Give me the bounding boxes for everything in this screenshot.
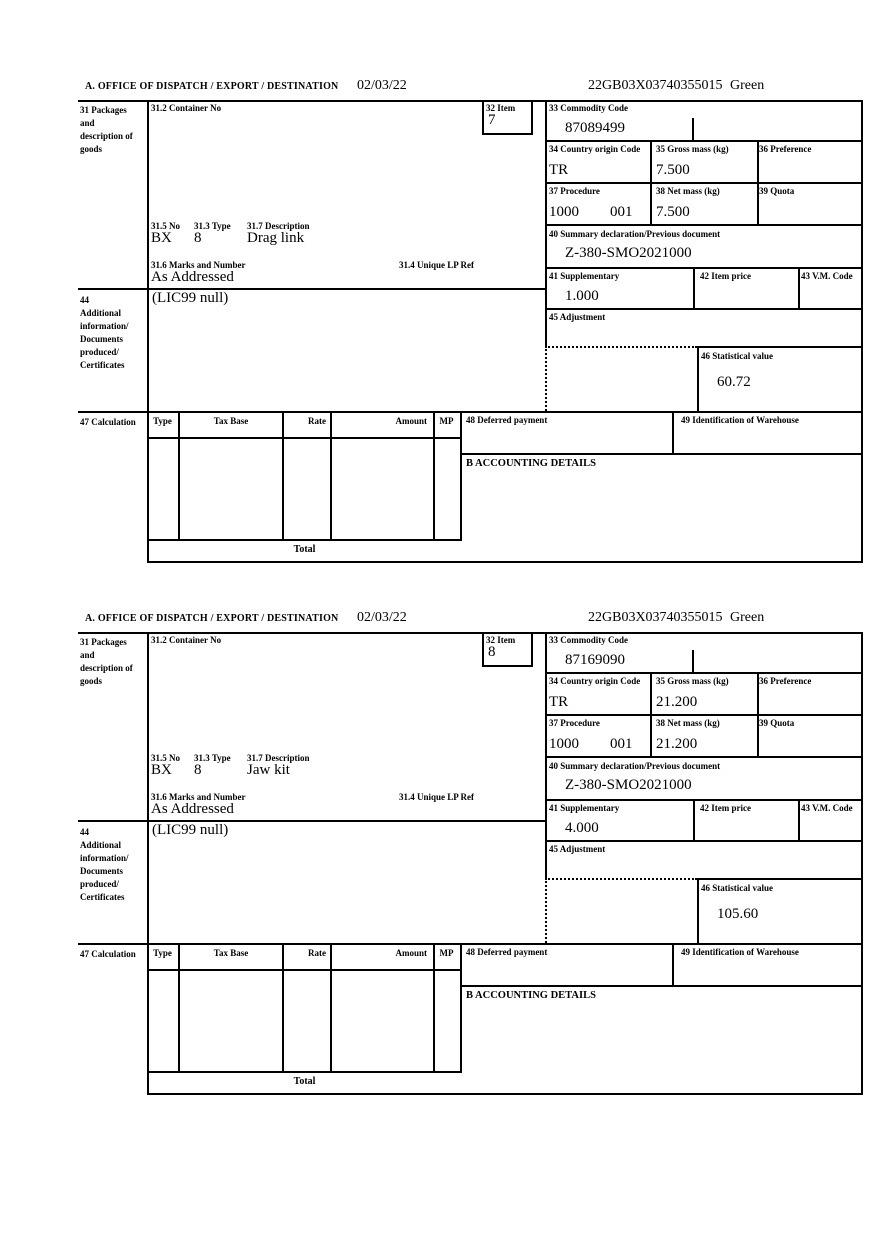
procedure-value-1: 1000 [549, 736, 579, 752]
box31-caption: 31 Packages and description of goods [80, 637, 133, 686]
vm-code-label: 43 V.M. Code [801, 803, 853, 813]
calc-header-rate: Rate [308, 416, 326, 426]
procedure-value-1: 1000 [549, 204, 579, 220]
divider [147, 437, 462, 439]
item-price-label: 42 Item price [700, 803, 751, 813]
previous-document-label: 40 Summary declaration/Previous document [549, 229, 721, 239]
calc-header-amount: Amount [395, 416, 427, 426]
divider [482, 665, 533, 667]
divider [482, 632, 484, 665]
divider [861, 100, 863, 561]
deferred-payment-label: 48 Deferred payment [466, 947, 548, 957]
divider [147, 1093, 863, 1095]
divider [697, 346, 863, 348]
item-number-value: 7 [488, 112, 496, 128]
unique-lp-ref-label: 31.4 Unique LP Ref [399, 792, 475, 802]
routing-status: Green [730, 78, 765, 93]
commodity-code-tick [692, 118, 694, 140]
quota-label: 39 Quota [759, 718, 795, 728]
supplementary-label: 41 Supplementary [549, 803, 620, 813]
packages-no-value: BX [151, 762, 172, 778]
unique-lp-ref-label: 31.4 Unique LP Ref [399, 260, 475, 270]
procedure-value-2: 001 [610, 736, 633, 752]
country-origin-label: 34 Country origin Code [549, 676, 641, 686]
gross-mass-label: 35 Gross mass (kg) [656, 144, 729, 154]
divider [697, 878, 699, 943]
packages-type-label: 31.3 Type [194, 753, 231, 763]
divider [545, 672, 863, 674]
calc-header-type: Type [153, 948, 172, 958]
additional-info-value: (LIC99 null) [152, 822, 229, 838]
divider [433, 411, 435, 539]
marks-number-value: As Addressed [151, 801, 234, 817]
divider [672, 411, 674, 453]
preference-label: 36 Preference [759, 144, 812, 154]
divider [462, 453, 863, 455]
divider [650, 140, 652, 224]
previous-document-label: 40 Summary declaration/Previous document [549, 761, 721, 771]
divider [460, 943, 462, 1071]
divider [147, 969, 462, 971]
box47-caption: 47 Calculation [80, 949, 136, 959]
container-no-label: 31.2 Container No [151, 635, 222, 645]
previous-document-value: Z-380-SMO2021000 [565, 245, 692, 261]
calc-total-label: Total [293, 1076, 316, 1087]
divider [545, 224, 863, 226]
divider [462, 985, 863, 987]
accounting-details-label: B ACCOUNTING DETAILS [466, 990, 596, 1001]
packages-no-label: 31.5 No [151, 221, 180, 231]
calc-header-rate: Rate [308, 948, 326, 958]
supplementary-label: 41 Supplementary [549, 271, 620, 281]
calc-total-label: Total [293, 544, 316, 555]
adjustment-label: 45 Adjustment [549, 312, 606, 322]
divider [545, 840, 863, 842]
divider [693, 267, 695, 308]
packages-type-value: 8 [194, 230, 202, 246]
item-label: 32 Item [486, 103, 516, 113]
net-mass-label: 38 Net mass (kg) [656, 186, 720, 196]
divider [78, 632, 863, 634]
divider [545, 308, 863, 310]
deferred-payment-label: 48 Deferred payment [466, 415, 548, 425]
divider [693, 799, 695, 840]
divider [460, 411, 462, 539]
declaration-item-1 [0, 78, 882, 583]
dispatch-date: 02/03/22 [357, 78, 407, 93]
statistical-value-label: 46 Statistical value [701, 883, 773, 893]
commodity-code-value: 87169090 [565, 652, 625, 668]
dispatch-date: 02/03/22 [357, 610, 407, 625]
divider [147, 561, 863, 563]
divider [697, 346, 699, 411]
statistical-value-label: 46 Statistical value [701, 351, 773, 361]
goods-description-value: Jaw kit [247, 762, 290, 778]
divider [147, 539, 462, 541]
procedure-label: 37 Procedure [549, 718, 600, 728]
commodity-code-value: 87089499 [565, 120, 625, 136]
net-mass-value: 21.200 [656, 736, 698, 752]
calc-header-tax-base: Tax Base [213, 948, 249, 958]
packages-description-label: 31.7 Description [247, 753, 310, 763]
previous-document-value: Z-380-SMO2021000 [565, 777, 692, 793]
packages-description-label: 31.7 Description [247, 221, 310, 231]
declaration-reference: 22GB03X03740355015 [588, 78, 723, 93]
calc-header-mp: MP [439, 948, 454, 958]
box44-caption: 44 Additional information/ Documents produced/ Certificates [80, 295, 129, 370]
calc-header-mp: MP [439, 416, 454, 426]
calc-header-amount: Amount [395, 948, 427, 958]
divider [545, 140, 863, 142]
gross-mass-value: 21.200 [656, 694, 698, 710]
office-of-dispatch-label: A. OFFICE OF DISPATCH / EXPORT / DESTINATION [85, 613, 339, 624]
divider [545, 100, 547, 346]
statistical-value: 60.72 [717, 374, 751, 390]
divider [861, 632, 863, 1093]
divider [545, 714, 863, 716]
divider [545, 756, 863, 758]
box47-caption: 47 Calculation [80, 417, 136, 427]
divider [672, 943, 674, 985]
quota-label: 39 Quota [759, 186, 795, 196]
divider [545, 182, 863, 184]
gross-mass-value: 7.500 [656, 162, 690, 178]
divider [531, 100, 533, 133]
divider [798, 267, 800, 308]
calc-header-tax-base: Tax Base [213, 416, 249, 426]
divider [545, 799, 863, 801]
divider [78, 943, 863, 945]
goods-description-value: Drag link [247, 230, 305, 246]
commodity-code-label: 33 Commodity Code [549, 635, 628, 645]
procedure-value-2: 001 [610, 204, 633, 220]
declaration-item-2 [0, 610, 882, 1115]
net-mass-label: 38 Net mass (kg) [656, 718, 720, 728]
packages-type-label: 31.3 Type [194, 221, 231, 231]
divider [482, 133, 533, 135]
accounting-details-label: B ACCOUNTING DETAILS [466, 458, 596, 469]
net-mass-value: 7.500 [656, 204, 690, 220]
warehouse-id-label: 49 Identification of Warehouse [681, 415, 799, 425]
item-price-label: 42 Item price [700, 271, 751, 281]
country-origin-value: TR [549, 694, 569, 710]
divider [798, 799, 800, 840]
calc-header-type: Type [153, 416, 172, 426]
gross-mass-label: 35 Gross mass (kg) [656, 676, 729, 686]
divider [531, 632, 533, 665]
divider [78, 411, 863, 413]
divider [330, 411, 332, 539]
country-origin-label: 34 Country origin Code [549, 144, 641, 154]
marks-number-value: As Addressed [151, 269, 234, 285]
divider [482, 100, 484, 133]
divider [433, 943, 435, 1071]
divider [147, 1071, 462, 1073]
divider [178, 943, 180, 1071]
dotted-divider [545, 878, 697, 880]
divider [545, 267, 863, 269]
dotted-divider [545, 346, 547, 411]
statistical-value: 105.60 [717, 906, 759, 922]
packages-no-value: BX [151, 230, 172, 246]
divider [78, 100, 863, 102]
additional-info-value: (LIC99 null) [152, 290, 229, 306]
divider [147, 632, 149, 1093]
marks-number-label: 31.6 Marks and Number [151, 792, 246, 802]
box31-caption: 31 Packages and description of goods [80, 105, 133, 154]
office-of-dispatch-label: A. OFFICE OF DISPATCH / EXPORT / DESTINATION [85, 81, 339, 92]
divider [545, 632, 547, 878]
dotted-divider [545, 346, 697, 348]
vm-code-label: 43 V.M. Code [801, 271, 853, 281]
marks-number-label: 31.6 Marks and Number [151, 260, 246, 270]
item-label: 32 Item [486, 635, 516, 645]
dotted-divider [545, 878, 547, 943]
supplementary-value: 4.000 [565, 820, 599, 836]
preference-label: 36 Preference [759, 676, 812, 686]
routing-status: Green [730, 610, 765, 625]
packages-type-value: 8 [194, 762, 202, 778]
divider [147, 100, 149, 561]
divider [282, 943, 284, 1071]
box44-caption: 44 Additional information/ Documents produced/ Certificates [80, 827, 129, 902]
country-origin-value: TR [549, 162, 569, 178]
divider [330, 943, 332, 1071]
item-number-value: 8 [488, 644, 496, 660]
divider [650, 672, 652, 756]
adjustment-label: 45 Adjustment [549, 844, 606, 854]
packages-no-label: 31.5 No [151, 753, 180, 763]
divider [282, 411, 284, 539]
declaration-reference: 22GB03X03740355015 [588, 610, 723, 625]
commodity-code-tick [692, 650, 694, 672]
divider [178, 411, 180, 539]
warehouse-id-label: 49 Identification of Warehouse [681, 947, 799, 957]
supplementary-value: 1.000 [565, 288, 599, 304]
procedure-label: 37 Procedure [549, 186, 600, 196]
container-no-label: 31.2 Container No [151, 103, 222, 113]
divider [697, 878, 863, 880]
commodity-code-label: 33 Commodity Code [549, 103, 628, 113]
